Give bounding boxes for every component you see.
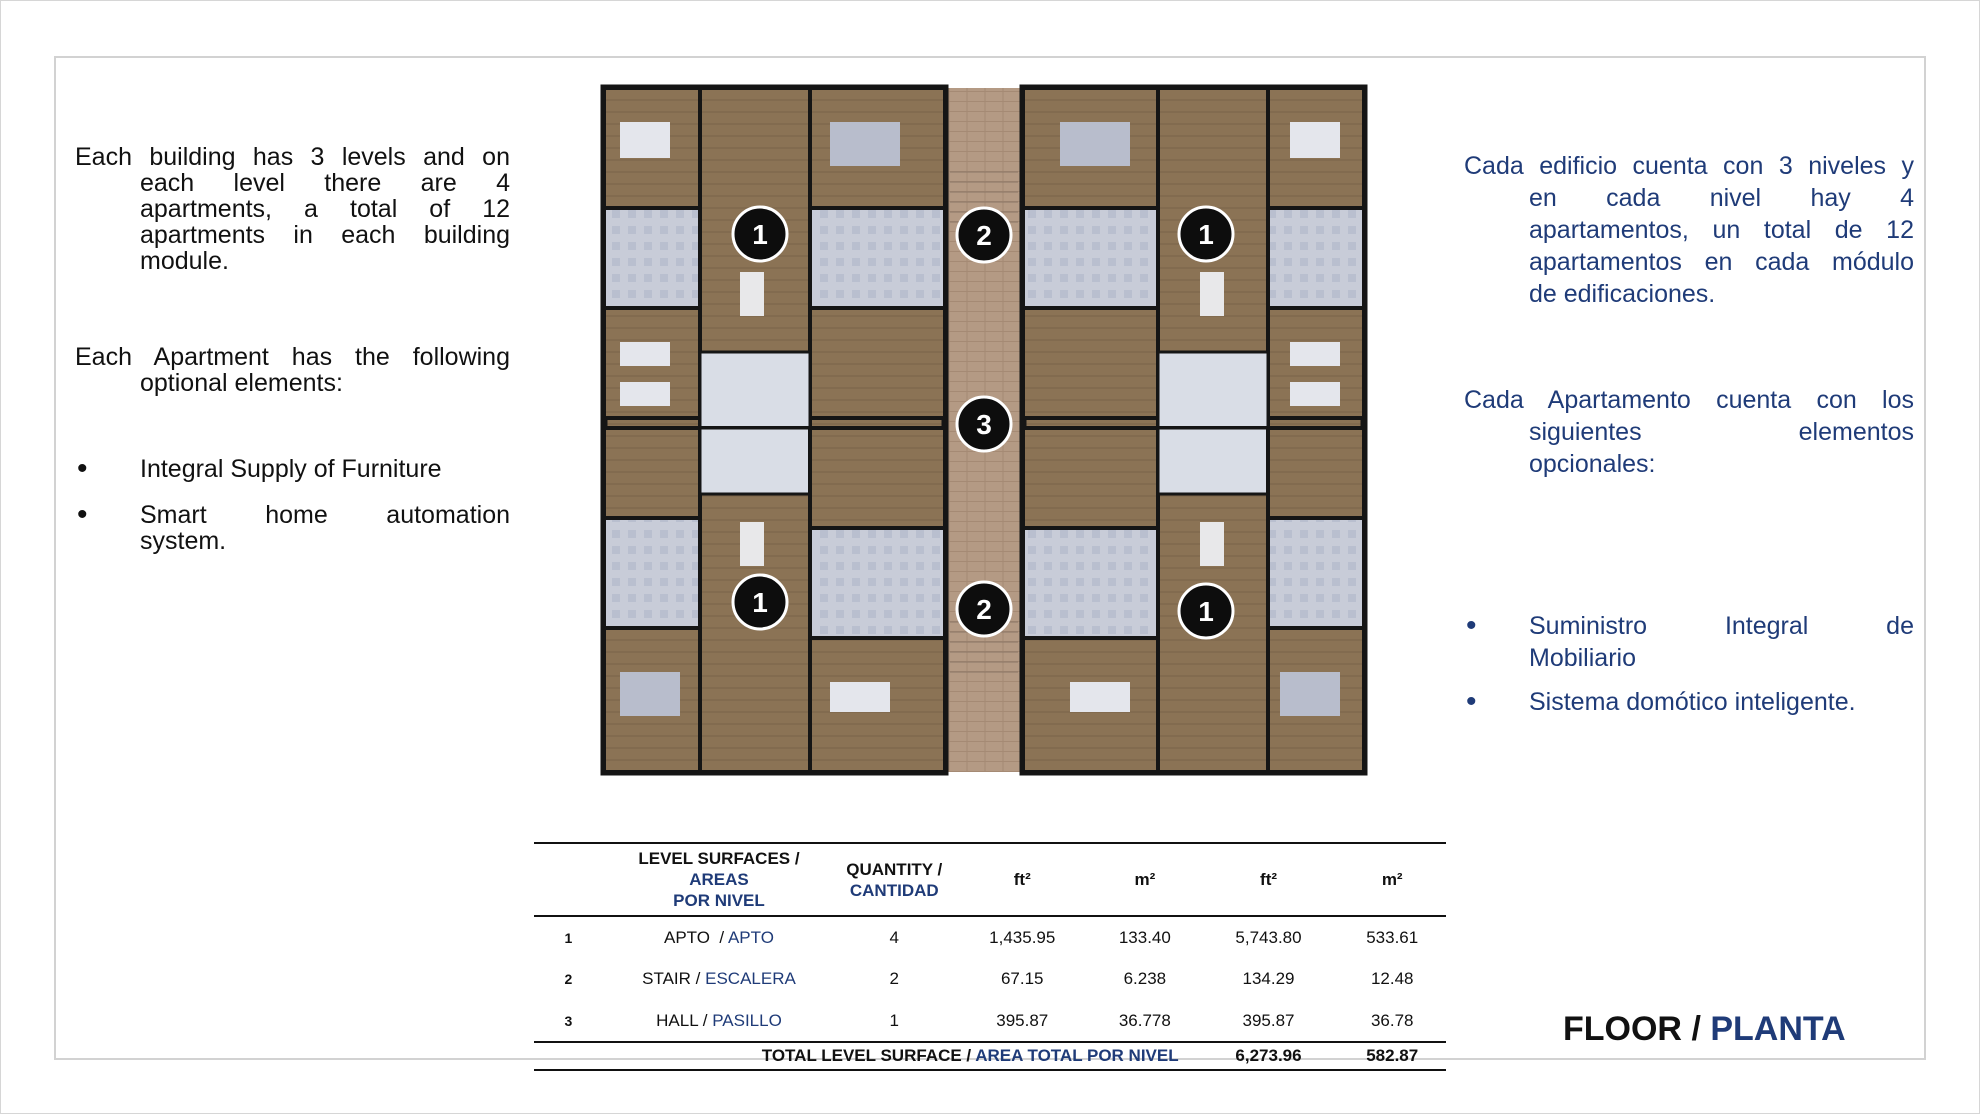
marker-label: 2 xyxy=(976,594,992,625)
total-m2: 582.87 xyxy=(1366,1046,1419,1065)
bullet-icon: • xyxy=(77,498,88,531)
left-building xyxy=(604,88,945,772)
row-name: APTO / APTO xyxy=(664,927,774,947)
floor-title-separator: / xyxy=(1691,1010,1701,1048)
marker-stair-2 xyxy=(957,208,1011,262)
row-ft2: 395.87 xyxy=(996,1010,1049,1030)
text-line: system. xyxy=(140,527,227,555)
bullet-item-smart-home xyxy=(75,498,510,555)
marker-label: 1 xyxy=(752,587,768,618)
text-line: apartments in each building xyxy=(140,221,510,249)
english-paragraph-elements xyxy=(75,344,510,396)
right-building xyxy=(1023,88,1364,772)
row-number: 3 xyxy=(564,1012,573,1029)
marker-apartment-1 xyxy=(1179,207,1233,261)
table-row xyxy=(534,958,1446,1000)
table-row xyxy=(534,916,1446,958)
text-line: apartments, a total of 12 xyxy=(140,195,510,223)
header-num xyxy=(534,843,603,916)
spanish-description xyxy=(1464,150,1914,718)
header-total-m2: m² xyxy=(1381,870,1403,889)
row-total-ft2: 5,743.80 xyxy=(1235,927,1302,947)
english-paragraph-levels xyxy=(75,144,510,274)
bullet-item-furniture xyxy=(75,452,510,485)
bullet-item-mobiliario xyxy=(1464,610,1914,674)
marker-label: 3 xyxy=(976,409,992,440)
row-name: HALL / PASILLO xyxy=(656,1010,782,1030)
row-number: 2 xyxy=(564,971,573,987)
header-level-surfaces: LEVEL SURFACES / AREAS POR NIVEL xyxy=(638,849,800,910)
marker-label: 1 xyxy=(752,219,768,250)
english-description xyxy=(75,144,510,554)
row-total-m2: 36.78 xyxy=(1370,1010,1414,1030)
row-ft2: 67.15 xyxy=(1000,969,1044,988)
level-surfaces-table xyxy=(534,842,1446,1071)
text-line: siguientes elementos xyxy=(1529,418,1914,446)
text-line: Mobiliario xyxy=(1529,644,1636,672)
header-total-ft2: ft² xyxy=(1260,870,1278,889)
spanish-paragraph-levels xyxy=(1464,150,1914,310)
row-quantity: 1 xyxy=(889,1010,899,1030)
text-line: opcionales: xyxy=(1529,450,1656,478)
text-line: apartamentos en cada módulo xyxy=(1529,248,1914,276)
bullet-icon: • xyxy=(77,452,88,485)
text-line: optional elements: xyxy=(140,369,343,397)
text-line: apartamentos, un total de 12 xyxy=(1529,216,1914,244)
marker-hall-3 xyxy=(957,397,1011,451)
floor-title xyxy=(1563,1010,1846,1049)
text-line: Cada edificio cuenta con 3 niveles y xyxy=(1464,152,1914,180)
row-m2: 6.238 xyxy=(1123,969,1167,988)
bullet-item-domotico xyxy=(1464,686,1914,718)
row-quantity: 4 xyxy=(889,927,899,947)
marker-apartment-1 xyxy=(733,207,787,261)
marker-apartment-1 xyxy=(733,575,787,629)
text-line: Sistema domótico inteligente. xyxy=(1529,688,1856,716)
text-line: Smart home automation xyxy=(140,501,510,529)
text-line: de edificaciones. xyxy=(1529,280,1716,308)
row-total-m2: 12.48 xyxy=(1370,969,1414,988)
text-line: Cada Apartamento cuenta con los xyxy=(1464,386,1914,414)
marker-label: 2 xyxy=(976,220,992,251)
floor-title-es: PLANTA xyxy=(1710,1010,1846,1048)
text-line: Each building has 3 levels and on xyxy=(75,143,510,171)
text-line: Each Apartment has the following xyxy=(75,343,510,371)
total-label: TOTAL LEVEL SURFACE / AREA TOTAL POR NIVEL xyxy=(761,1046,1179,1065)
row-total-ft2: 395.87 xyxy=(1242,1010,1295,1030)
total-ft2: 6,273.96 xyxy=(1235,1046,1302,1065)
marker-apartment-1 xyxy=(1179,584,1233,638)
row-m2: 133.40 xyxy=(1118,927,1171,947)
text-line: en cada nivel hay 4 xyxy=(1529,184,1914,212)
row-total-ft2: 134.29 xyxy=(1242,969,1295,988)
table-total-row xyxy=(534,1042,1446,1070)
header-m2: m² xyxy=(1134,870,1156,889)
text-line: each level there are 4 xyxy=(140,169,510,197)
text-line: Integral Supply of Furniture xyxy=(140,455,442,483)
table-header-row xyxy=(534,843,1446,916)
marker-label: 1 xyxy=(1198,596,1214,627)
row-name: STAIR / ESCALERA xyxy=(642,969,796,988)
bullet-icon: • xyxy=(1466,685,1477,718)
row-ft2: 1,435.95 xyxy=(989,927,1056,947)
text-line: module. xyxy=(140,247,229,275)
header-quantity: QUANTITY / CANTIDAD xyxy=(846,859,943,900)
marker-stair-2 xyxy=(957,582,1011,636)
spanish-paragraph-elements xyxy=(1464,384,1914,480)
text-line: Suministro Integral de xyxy=(1529,612,1914,640)
floor-title-en: FLOOR xyxy=(1563,1010,1682,1048)
marker-label: 1 xyxy=(1198,219,1214,250)
bullet-icon: • xyxy=(1466,609,1477,642)
floor-plan xyxy=(580,82,1385,778)
row-total-m2: 533.61 xyxy=(1366,927,1419,947)
row-m2: 36.778 xyxy=(1118,1010,1171,1030)
table-row xyxy=(534,1000,1446,1042)
row-quantity: 2 xyxy=(889,969,899,988)
row-number: 1 xyxy=(564,929,573,946)
header-ft2: ft² xyxy=(1013,870,1031,889)
